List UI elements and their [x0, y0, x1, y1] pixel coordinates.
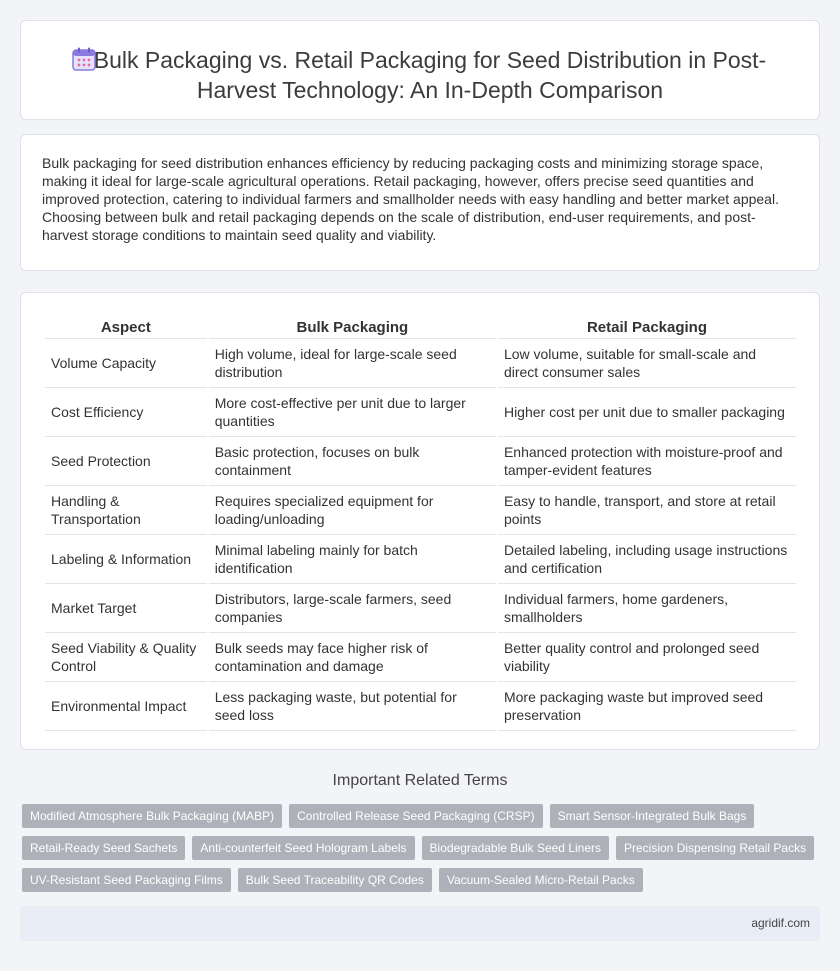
cell-retail: More packaging waste but improved seed preservation: [498, 682, 796, 731]
footer-site[interactable]: agridif.com: [751, 916, 810, 930]
cell-bulk: High volume, ideal for large-scale seed distribution: [209, 339, 496, 388]
cell-retail: Detailed labeling, including usage instructions and certification: [498, 535, 796, 584]
table-header-row: [45, 315, 796, 339]
comparison-card: [20, 292, 820, 750]
related-term-tag[interactable]: Controlled Release Seed Packaging (CRSP): [289, 804, 542, 828]
intro-paragraph: Bulk packaging for seed distribution enhances efficiency by reducing packaging costs and minimizing storage space, making it ideal for large-scale agricultural operations. Retail packaging, however, offers precise seed quantities and improved protection, catering to individual farmers and smallholder needs with easy handling and better market appeal. Choosing between bulk and retail packaging depends on the scale of distribution, end-user requirements, and post-harvest storage conditions to maintain seed quality and viability.: [42, 155, 779, 243]
related-term-tag[interactable]: Biodegradable Bulk Seed Liners: [422, 836, 609, 860]
cell-aspect: Seed Viability & Quality Control: [45, 633, 207, 682]
cell-aspect: Market Target: [45, 584, 207, 633]
cell-aspect: Seed Protection: [45, 437, 207, 486]
table-row: [45, 535, 796, 584]
cell-aspect: Volume Capacity: [45, 339, 207, 388]
tag-row: [22, 868, 822, 892]
cell-retail: Enhanced protection with moisture-proof and tamper-evident features: [498, 437, 796, 486]
related-term-tag[interactable]: UV-Resistant Seed Packaging Films: [22, 868, 231, 892]
related-term-tag[interactable]: Precision Dispensing Retail Packs: [616, 836, 814, 860]
related-term-tag[interactable]: Vacuum-Sealed Micro-Retail Packs: [439, 868, 643, 892]
header-aspect: Aspect: [45, 315, 207, 339]
table-row: [45, 486, 796, 535]
cell-bulk: More cost-effective per unit due to larger quantities: [209, 388, 496, 437]
cell-retail: Individual farmers, home gardeners, smallholders: [498, 584, 796, 633]
cell-retail: Easy to handle, transport, and store at retail points: [498, 486, 796, 535]
cell-aspect: Labeling & Information: [45, 535, 207, 584]
page-title: Bulk Packaging vs. Retail Packaging for Seed Distribution in Post-Harvest Technology: An In-Depth Comparison: [93, 47, 767, 103]
cell-bulk: Basic protection, focuses on bulk containment: [209, 437, 496, 486]
cell-aspect: Cost Efficiency: [45, 388, 207, 437]
related-term-tag[interactable]: Modified Atmosphere Bulk Packaging (MABP): [22, 804, 282, 828]
related-terms-tags: [22, 804, 822, 900]
related-term-tag[interactable]: Retail-Ready Seed Sachets: [22, 836, 185, 860]
cell-bulk: Less packaging waste, but potential for seed loss: [209, 682, 496, 731]
table-row: [45, 437, 796, 486]
title-card: [20, 20, 820, 120]
related-term-tag[interactable]: Bulk Seed Traceability QR Codes: [238, 868, 432, 892]
related-term-tag[interactable]: Anti-counterfeit Seed Hologram Labels: [192, 836, 414, 860]
cell-bulk: Minimal labeling mainly for batch identification: [209, 535, 496, 584]
table-body: [45, 339, 796, 731]
cell-bulk: Bulk seeds may face higher risk of contamination and damage: [209, 633, 496, 682]
footer: [20, 906, 820, 941]
related-term-tag[interactable]: Smart Sensor-Integrated Bulk Bags: [550, 804, 755, 828]
header-retail: Retail Packaging: [498, 315, 796, 339]
cell-retail: Better quality control and prolonged seed viability: [498, 633, 796, 682]
header-bulk: Bulk Packaging: [209, 315, 496, 339]
cell-retail: Higher cost per unit due to smaller packaging: [498, 388, 796, 437]
intro-card: [20, 134, 820, 271]
table-row: [45, 633, 796, 682]
tag-row: [22, 836, 822, 860]
cell-bulk: Requires specialized equipment for loading/unloading: [209, 486, 496, 535]
table-row: [45, 682, 796, 731]
table-row: [45, 339, 796, 388]
cell-aspect: Environmental Impact: [45, 682, 207, 731]
cell-bulk: Distributors, large-scale farmers, seed companies: [209, 584, 496, 633]
tag-row: [22, 804, 822, 828]
cell-retail: Low volume, suitable for small-scale and direct consumer sales: [498, 339, 796, 388]
table-row: [45, 388, 796, 437]
table-row: [45, 584, 796, 633]
comparison-table: [43, 315, 798, 731]
cell-aspect: Handling & Transportation: [45, 486, 207, 535]
related-terms-title: Important Related Terms: [332, 772, 508, 789]
